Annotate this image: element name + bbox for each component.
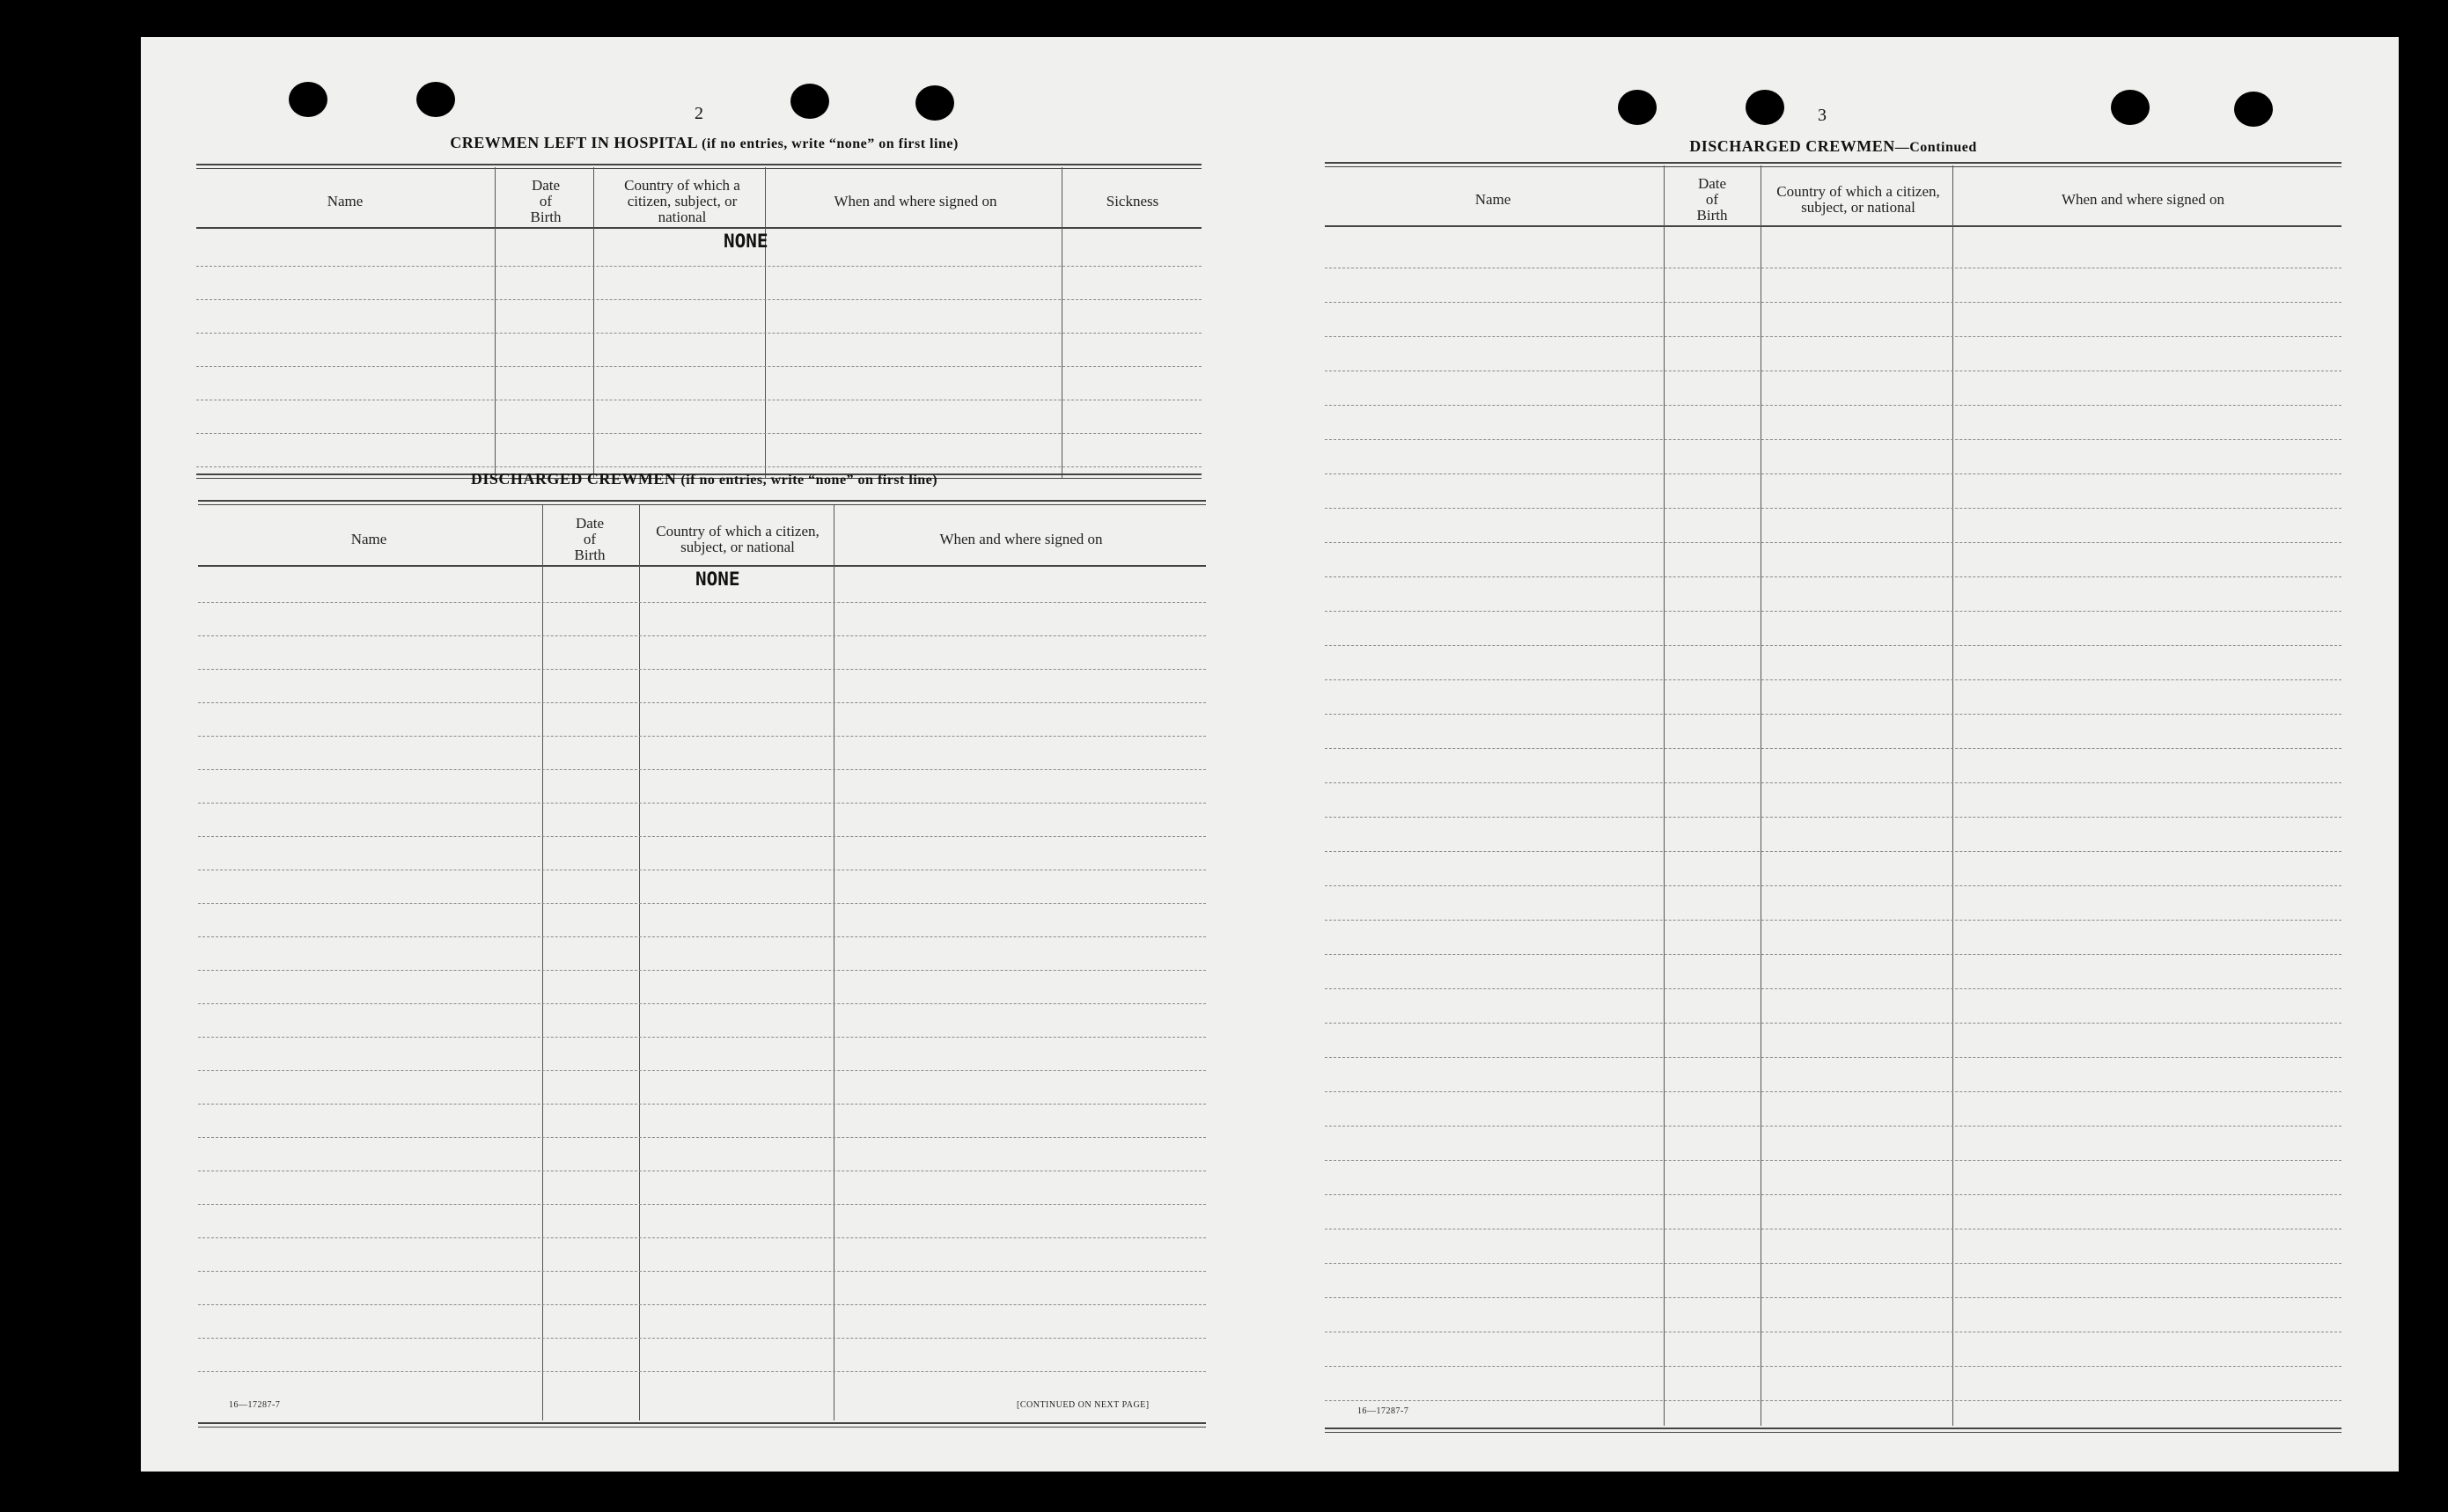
discharged-top-rule	[198, 500, 1206, 505]
hospital-none-entry: NONE	[724, 231, 768, 252]
discharged-header-name: Name	[350, 531, 387, 547]
entry-line	[1325, 1126, 2341, 1127]
entry-line	[198, 769, 1206, 770]
entry-line	[198, 836, 1206, 837]
discharged-title-note: (if no entries, write “none” on first line)	[680, 473, 938, 488]
hospital-col-divider	[495, 167, 496, 479]
entry-line	[196, 299, 1202, 300]
hospital-col-divider	[765, 167, 766, 479]
discharged-header-dob: Date of Birth	[574, 515, 606, 563]
hospital-header-signed-on: When and where signed on	[834, 193, 997, 209]
hospital-header-dob: Date of Birth	[530, 177, 562, 225]
page-number-left: 2	[695, 104, 703, 123]
punch-hole	[1618, 90, 1657, 125]
entry-line	[1325, 988, 2341, 989]
entry-line	[1325, 473, 2341, 474]
entry-line	[198, 635, 1206, 636]
entry-line	[1325, 1297, 2341, 1298]
entry-line	[1325, 679, 2341, 680]
entry-line	[1325, 851, 2341, 852]
manifest-sheet	[141, 37, 2399, 1472]
entry-line	[1325, 1091, 2341, 1092]
entry-line	[1325, 782, 2341, 783]
right-title-suffix: —Continued	[1894, 140, 1977, 155]
punch-hole	[2111, 90, 2150, 125]
discharged-header-signed-on: When and where signed on	[939, 531, 1103, 547]
entry-line	[196, 366, 1202, 367]
hospital-section-title	[198, 134, 1210, 152]
entry-line	[1325, 336, 2341, 337]
punch-hole	[416, 82, 455, 117]
discharged-title: DISCHARGED CREWMEN	[470, 470, 677, 488]
entry-line	[198, 1003, 1206, 1004]
entry-line	[198, 702, 1206, 703]
entry-line	[198, 970, 1206, 971]
entry-line	[1325, 714, 2341, 715]
entry-line	[1325, 1194, 2341, 1195]
entry-line	[1325, 542, 2341, 543]
entry-line	[196, 266, 1202, 267]
entry-line	[1325, 1400, 2341, 1401]
hospital-header-rule	[196, 227, 1202, 229]
entry-line	[1325, 1366, 2341, 1367]
hospital-top-rule	[196, 164, 1202, 169]
entry-line	[196, 466, 1202, 467]
right-header-rule	[1325, 225, 2341, 227]
discharged-header-rule	[198, 565, 1206, 567]
entry-line	[1325, 576, 2341, 577]
entry-line	[198, 1104, 1206, 1105]
hospital-title-note: (if no entries, write “none” on first line)	[702, 136, 959, 151]
entry-line	[1325, 645, 2341, 646]
entry-line	[1325, 439, 2341, 440]
entry-line	[196, 333, 1202, 334]
entry-line	[198, 1037, 1206, 1038]
punch-hole	[2234, 92, 2273, 127]
entry-line	[198, 1204, 1206, 1205]
page-number-right: 3	[1818, 106, 1827, 125]
form-number-left: 16—17287-7	[229, 1400, 281, 1410]
entry-line	[1325, 920, 2341, 921]
right-header-dob: Date of Birth	[1696, 175, 1728, 224]
right-title: DISCHARGED CREWMEN	[1689, 137, 1895, 155]
hospital-title: CREWMEN LEFT IN HOSPITAL	[450, 134, 698, 151]
entry-line	[198, 1137, 1206, 1138]
hospital-header-name: Name	[327, 193, 364, 209]
entry-line	[1325, 1160, 2341, 1161]
discharged-col-divider	[542, 505, 543, 1420]
entry-line	[198, 602, 1206, 603]
punch-hole	[790, 84, 829, 119]
right-header-signed-on: When and where signed on	[2061, 191, 2225, 208]
entry-line	[198, 736, 1206, 737]
entry-line	[198, 1070, 1206, 1071]
entry-line	[198, 1237, 1206, 1238]
entry-line	[1325, 1263, 2341, 1264]
entry-line	[1325, 508, 2341, 509]
continued-note: [CONTINUED ON NEXT PAGE]	[1017, 1400, 1150, 1410]
entry-line	[198, 1271, 1206, 1272]
entry-line	[1325, 302, 2341, 303]
entry-line	[196, 433, 1202, 434]
hospital-header-sickness: Sickness	[1106, 193, 1159, 209]
entry-line	[198, 1338, 1206, 1339]
entry-line	[1325, 1023, 2341, 1024]
discharged-bottom-rule	[198, 1422, 1206, 1428]
punch-hole	[289, 82, 327, 117]
right-header-country: Country of which a citizen, subject, or national	[1776, 183, 1940, 216]
discharged-header-country: Country of which a citizen, subject, or national	[656, 523, 820, 555]
right-col-divider	[1952, 165, 1953, 1426]
right-bottom-rule	[1325, 1428, 2341, 1433]
entry-line	[1325, 1057, 2341, 1058]
entry-line	[1325, 405, 2341, 406]
entry-line	[1325, 885, 2341, 886]
entry-line	[198, 1304, 1206, 1305]
entry-line	[198, 803, 1206, 804]
right-section-title	[1325, 137, 2341, 156]
entry-line	[198, 1371, 1206, 1372]
right-top-rule	[1325, 162, 2341, 167]
discharged-col-divider	[639, 505, 640, 1420]
form-number-right: 16—17287-7	[1357, 1406, 1409, 1416]
entry-line	[1325, 954, 2341, 955]
discharged-section-title	[198, 470, 1210, 488]
right-header-name: Name	[1474, 191, 1511, 208]
punch-hole	[1746, 90, 1784, 125]
discharged-none-entry: NONE	[695, 569, 740, 590]
punch-hole	[915, 85, 954, 121]
entry-line	[198, 936, 1206, 937]
hospital-col-divider	[593, 167, 594, 479]
entry-line	[1325, 611, 2341, 612]
hospital-header-country: Country of which a citizen, subject, or national	[624, 177, 740, 225]
entry-line	[198, 903, 1206, 904]
entry-line	[198, 669, 1206, 670]
entry-line	[1325, 817, 2341, 818]
entry-line	[1325, 748, 2341, 749]
right-col-divider	[1664, 165, 1665, 1426]
